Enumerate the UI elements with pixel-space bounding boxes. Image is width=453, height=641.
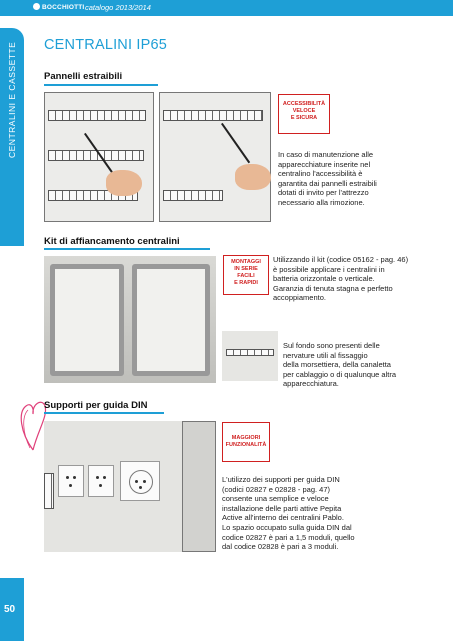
- text-line: garantita dai pannelli estraibili: [278, 178, 377, 188]
- text-line: Sul fondo sono presenti delle: [283, 341, 380, 350]
- text-line: accoppiamento.: [273, 293, 326, 303]
- feature-badge-mounting: [223, 255, 269, 295]
- paragraph-kit: [273, 255, 408, 303]
- badge-line: E RAPIDI: [234, 280, 258, 287]
- text-line: consente una semplice e veloce: [222, 494, 329, 504]
- photo-panel-removal-1: [44, 92, 154, 222]
- text-line: dal codice 02828 è pari a 3 moduli.: [222, 542, 339, 552]
- socket: [58, 465, 84, 497]
- photo-din-supports: [44, 421, 216, 552]
- badge-line: IN SERIE: [234, 266, 258, 273]
- badge-line: FACILI: [237, 273, 255, 280]
- feature-badge-accessibility: [278, 94, 330, 134]
- text-line: è possibile applicare i centralini in: [273, 264, 385, 274]
- photo-panel-removal-2: [159, 92, 271, 222]
- text-line: Lo spazio occupato sulla guida DIN dal: [222, 522, 352, 532]
- brand-name: BOCCHIOTTI: [42, 4, 85, 11]
- text-line: In caso di manutenzione alle: [278, 150, 374, 159]
- badge-line: E SICURA: [290, 115, 318, 122]
- socket: [120, 461, 160, 501]
- badge-line: ACCESSIBILITÀ: [282, 101, 326, 107]
- catalog-label: catalogo 2013/2014: [85, 3, 151, 12]
- brand-logo: [33, 3, 84, 11]
- brand-logo-icon: [33, 3, 40, 10]
- paragraph-pannelli: [278, 150, 377, 208]
- text-line: batteria orizzontale o verticale.: [273, 274, 375, 284]
- page-title: CENTRALINI IP65: [44, 37, 168, 53]
- section-heading-pannelli: Pannelli estraibili: [44, 71, 123, 82]
- photo-enclosure-bottom: [222, 331, 278, 381]
- badge-line: MAGGIORI: [231, 435, 261, 441]
- text-line: codice 02827 è pari a 1,5 moduli, quello: [222, 532, 355, 542]
- text-line: apparecchiatura.: [283, 379, 339, 389]
- photo-coupled-enclosures: [44, 256, 216, 383]
- text-line: (codici 02827 e 02828 - pag. 47): [222, 484, 330, 494]
- badge-line: FUNZIONALITÀ: [225, 442, 267, 449]
- text-line: necessario alla rimozione.: [278, 197, 365, 207]
- text-line: Utilizzando il kit (codice 05162 - pag. 46): [273, 255, 409, 264]
- side-section-label: CENTRALINI E CASSETTE: [7, 41, 17, 158]
- text-line: L'utilizzo dei supporti per guida DIN: [222, 475, 340, 484]
- text-line: per cablaggio o di qualunque altra: [283, 369, 397, 379]
- text-line: apparecchiature inserite nel: [278, 159, 371, 169]
- page-number-block: [0, 578, 24, 641]
- badge-line: MONTAGGI: [231, 259, 261, 265]
- text-line: nervature utili al fissaggio: [283, 350, 368, 360]
- section-heading-din: Supporti per guida DIN: [44, 400, 148, 411]
- text-line: della morsettiera, della canaletta: [283, 360, 391, 370]
- feature-badge-functionality: [222, 422, 270, 462]
- top-header-bar: [0, 0, 453, 16]
- section-heading-kit: Kit di affiancamento centralini: [44, 236, 180, 247]
- text-line: dotati di invito per l'attrezzo: [278, 188, 369, 198]
- section-side-tab: [0, 28, 24, 246]
- text-line: Active all'interno dei centralini Pablo.: [222, 513, 344, 523]
- text-line: Garanzia di tenuta stagna e perfetto: [273, 283, 393, 293]
- paragraph-fondo: [283, 341, 396, 389]
- socket: [88, 465, 114, 497]
- page-number: 50: [4, 604, 16, 615]
- section-underline: [44, 248, 210, 250]
- badge-line: VELOCE: [292, 108, 316, 115]
- text-line: centralino l'accessibilità è: [278, 169, 363, 179]
- section-underline: [44, 412, 164, 414]
- paragraph-din: [222, 475, 355, 552]
- text-line: installazione delle parti attive Pepita: [222, 503, 342, 513]
- section-underline: [44, 84, 158, 86]
